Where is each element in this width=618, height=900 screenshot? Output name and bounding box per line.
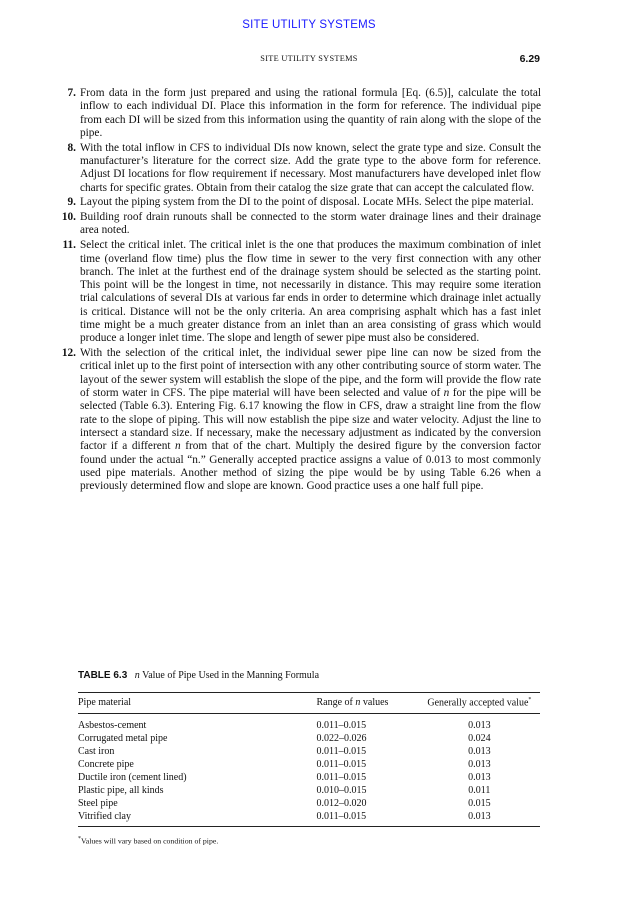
table-row bbox=[78, 810, 540, 827]
cell-accepted: 0.015 bbox=[468, 798, 491, 810]
item-text: Building roof drain runouts shall be connected to the storm water drainage lines and their drainage area noted. bbox=[80, 211, 541, 237]
cell-material: Vitrified clay bbox=[78, 810, 204, 827]
cell-accepted: 0.024 bbox=[468, 733, 491, 745]
cell-accepted: 0.013 bbox=[468, 746, 491, 758]
item-number: 9. bbox=[67, 196, 76, 209]
header-range: Range of n values bbox=[204, 693, 418, 714]
running-head-title: SITE UTILITY SYSTEMS bbox=[260, 54, 358, 63]
numbered-list bbox=[61, 87, 541, 495]
table-row bbox=[78, 745, 540, 758]
table-footnote bbox=[78, 836, 540, 846]
cell-accepted: 0.013 bbox=[468, 720, 491, 732]
cell-accepted: 0.013 bbox=[419, 810, 540, 827]
cell-material: Concrete pipe bbox=[78, 759, 134, 771]
list-item bbox=[61, 347, 541, 493]
header-row bbox=[78, 693, 540, 714]
cell-material: Steel pipe bbox=[78, 798, 118, 810]
list-item bbox=[67, 141, 541, 195]
table-row bbox=[78, 797, 540, 810]
header-material: Pipe material bbox=[78, 693, 204, 714]
cell-range: 0.010–0.015 bbox=[316, 785, 367, 797]
list-item bbox=[61, 211, 541, 238]
footnote-mark: * bbox=[78, 836, 81, 843]
item-number: 10. bbox=[61, 211, 76, 224]
table-row bbox=[78, 714, 540, 733]
list-item bbox=[67, 196, 541, 209]
item-text: With the total inflow in CFS to individual DIs now known, select the grate type and size. Consult the manufacturer’s literature for the correct size. Add the grate type to the above form for reference. Adjust DI locations for flow requirement if necessary. Most manufacturers have developed inlet flow charts for specific grates. Obtain from their catalog the size grate that can accept the calculated flow. bbox=[80, 141, 541, 194]
page-number: 6.29 bbox=[519, 53, 540, 65]
table-caption bbox=[78, 670, 540, 681]
item-text-part: from that of the chart. Multiply the desired figure by the conversion factor found under the actual “n.” Generally accepted practice assigns a value of 0.013 to most commonly used pipe materials. Another method of sizing the pipe would be by using Table 6.26 when a previously determined flow and slope are known. Good practice uses a one half full pipe. bbox=[80, 440, 541, 493]
top-link[interactable]: SITE UTILITY SYSTEMS bbox=[242, 19, 376, 31]
item-number: 8. bbox=[67, 141, 76, 154]
footnote-text: Values will vary based on condition of pipe. bbox=[81, 836, 219, 846]
cell-material: Corrugated metal pipe bbox=[78, 733, 168, 745]
item-text-part: for the pipe will be selected (Table 6.3). Entering Fig. 6.17 knowing the flow in CFS, draw a straight line from the flow rate to the slope of piping. This will now establish the pipe size and water velocity. Adjust the line to intersect a standard size. If necessary, make the necessary adjustment as indicated by the conversion factor if a different bbox=[80, 387, 541, 453]
cell-range: 0.011–0.015 bbox=[316, 746, 367, 758]
item-text bbox=[80, 347, 541, 493]
italic-n: n bbox=[443, 387, 450, 400]
table-label: TABLE 6.3 bbox=[78, 670, 128, 681]
item-text: Layout the piping system from the DI to the point of disposal. Locate MHs. Select the pipe material. bbox=[80, 196, 534, 209]
running-head bbox=[78, 54, 540, 68]
item-text: From data in the form just prepared and using the rational formula [Eq. (6.5)], calculate the total inflow to each individual DI. Place this information in the form for reference. The individual pipe from each DI will be sized from this information using the quantity of rain along with the slope of the pipe. bbox=[80, 87, 541, 139]
item-number: 7. bbox=[67, 87, 76, 99]
caption-text: Value of Pipe Used in the Manning Formula bbox=[139, 670, 320, 681]
n-value-table bbox=[78, 692, 540, 827]
item-text: Select the critical inlet. The critical inlet is the one that produces the maximum combination of inlet time (overland flow time) plus the flow time in sewer to the very first connection with any other branch. The inlet at the furthest end of the drainage system should be selected as the starting point. This point will be the longest in time, not necessarily in distance. This may require some iteration trial calculations of several DIs at various far ends in order to determine which drainage inlet actually is critical. Distance will not be the only criteria. An area comprising asphalt which has a fast inlet time might be a much greater distance from an inlet than an area consisting of grass which would produce a longer inlet time. The slope and length of sewer pipe must also be considered. bbox=[80, 239, 541, 345]
cell-accepted: 0.013 bbox=[468, 772, 491, 784]
cell-material: Ductile iron (cement lined) bbox=[78, 772, 187, 784]
cell-accepted: 0.011 bbox=[468, 785, 491, 797]
table-row bbox=[78, 771, 540, 784]
cell-material: Asbestos-cement bbox=[78, 720, 147, 732]
list-item bbox=[67, 87, 541, 140]
cell-accepted: 0.013 bbox=[468, 759, 491, 771]
italic-n: n bbox=[175, 440, 181, 453]
list-item bbox=[62, 239, 541, 345]
cell-range: 0.011–0.015 bbox=[316, 759, 367, 771]
cell-range: 0.011–0.015 bbox=[316, 720, 367, 732]
cell-range: 0.022–0.026 bbox=[316, 733, 367, 745]
item-text-part: With the selection of the critical inlet, the individual sewer pipe line can now be sized from the critical inlet up to the first point of intersection with any other contributing source of storm water. The layout of the sewer system will establish the slope of the pipe, and the form will provide the flow rate of storm water in CFS. The pipe material will have been selected and value of bbox=[80, 347, 541, 400]
cell-material: Plastic pipe, all kinds bbox=[78, 785, 164, 797]
cell-material: Cast iron bbox=[78, 746, 115, 758]
header-accepted: Generally accepted value* bbox=[419, 693, 540, 714]
table-row bbox=[78, 784, 540, 797]
table-row bbox=[78, 758, 540, 771]
cell-range: 0.011–0.015 bbox=[316, 772, 367, 784]
item-number: 12. bbox=[61, 347, 76, 360]
item-number: 11. bbox=[62, 239, 76, 252]
caption-italic-n: n bbox=[134, 670, 140, 681]
cell-range: 0.012–0.020 bbox=[316, 798, 367, 810]
table-6-3 bbox=[78, 670, 540, 846]
cell-range: 0.011–0.015 bbox=[204, 810, 418, 827]
table-row bbox=[78, 732, 540, 745]
